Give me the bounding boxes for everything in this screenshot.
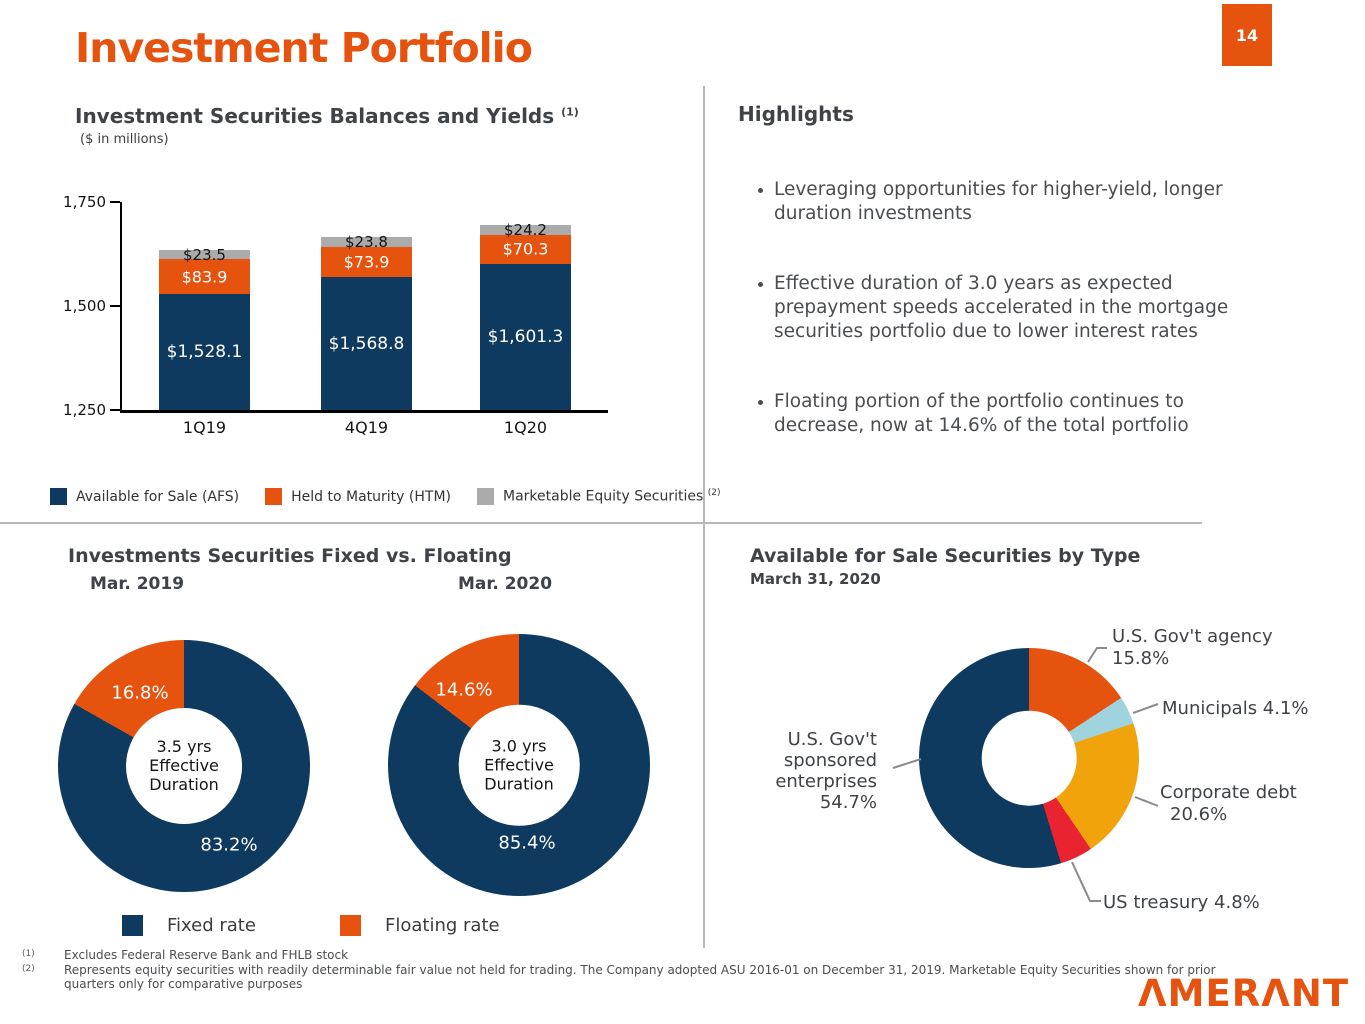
legend-item-htm	[265, 488, 451, 505]
highlight-bullet: • Leveraging opportunities for higher-yield, longer duration investments	[774, 178, 1258, 226]
segment-afs	[480, 264, 571, 410]
pie-label-corporate-debt	[1160, 782, 1297, 826]
donut-2020-floating-pct: 14.6%	[435, 679, 493, 701]
pie-label-sponsored-enterprises	[755, 729, 877, 813]
footnotes	[22, 948, 1247, 992]
bar-chart-subtitle: ($ in millions)	[80, 132, 169, 147]
bar-chart-title-superscript: (1)	[561, 105, 579, 119]
y-axis-tick-label: 1,500	[63, 297, 106, 315]
mes-legend-label-text: Marketable Equity Securities	[503, 488, 704, 505]
y-axis-tick-label: 1,750	[63, 193, 106, 211]
bar-value-label: $23.5	[183, 245, 226, 264]
segment-mes	[159, 245, 250, 264]
label-line: enterprises	[775, 771, 877, 792]
afs-legend-swatch	[50, 488, 67, 505]
footnote-text: Represents equity securities with readily determinable fair value not held for trading. The Company adopted ASU 2016-01 on December 31, 2019. Marketable Equity Securities shown for prior quarters only for comparative purposes	[64, 962, 1216, 991]
highlight-bullet: • Effective duration of 3.0 years as expected prepayment speeds accelerated in the mortgage securities portfolio due to lower interest rates	[774, 272, 1258, 344]
bar-chart-title	[75, 104, 579, 128]
floating-rate-legend-label: Floating rate	[385, 915, 500, 936]
afs-by-type-title: Available for Sale Securities by Type	[750, 545, 1141, 567]
bar-value-label: $1,568.8	[328, 333, 405, 354]
donut-2019-floating-pct: 16.8%	[111, 682, 169, 704]
donut-2020-label: Mar. 2020	[458, 574, 553, 594]
x-axis-label: 1Q19	[182, 418, 227, 437]
y-axis-tick-label: 1,250	[63, 401, 106, 419]
bar-value-label: $1,528.1	[166, 342, 243, 363]
bar-column-1Q19	[159, 245, 250, 410]
label-line: 54.7%	[819, 792, 877, 813]
segment-mes	[480, 220, 571, 239]
floating-rate-legend-swatch	[340, 915, 361, 936]
htm-legend-label: Held to Maturity (HTM)	[291, 488, 451, 505]
bar-chart-title-text: Investment Securities Balances and Yields	[75, 104, 555, 128]
label-line: Effective	[484, 755, 554, 775]
footnote-text: Excludes Federal Reserve Bank and FHLB stock	[64, 948, 349, 962]
horizontal-divider	[0, 522, 1202, 524]
afs-legend-label: Available for Sale (AFS)	[76, 488, 240, 505]
segment-htm	[480, 235, 571, 264]
donut-2020-center	[459, 705, 580, 826]
bar-value-label: $83.9	[181, 267, 228, 287]
label-line: 3.0 yrs	[491, 736, 547, 756]
bar-value-label: $23.8	[345, 232, 388, 251]
label-line: 15.8%	[1112, 648, 1170, 669]
footnote-marker: (2)	[22, 963, 35, 974]
bar-chart-plot	[63, 193, 608, 437]
highlights-section	[738, 102, 1258, 484]
label-line: Effective	[149, 756, 219, 776]
label-line: Municipals 4.1%	[1162, 698, 1309, 719]
label-line: sponsored	[783, 750, 877, 771]
label-line: Corporate debt	[1160, 782, 1297, 803]
page-title: Investment Portfolio	[75, 24, 532, 72]
segment-mes	[321, 232, 412, 251]
highlights-list	[738, 178, 1258, 438]
fixed-vs-floating-title: Investments Securities Fixed vs. Floating	[68, 545, 512, 567]
mes-legend-swatch	[477, 488, 494, 505]
pie-label-us-treasury	[1103, 892, 1260, 914]
label-line: Duration	[484, 774, 554, 794]
pie-label-municipals	[1162, 698, 1309, 720]
segment-afs	[159, 294, 250, 410]
label-line: Duration	[149, 775, 219, 795]
amerant-logo: ΛMERΛNT	[1138, 972, 1350, 1015]
label-line: 20.6%	[1170, 804, 1228, 825]
footnote-marker: (1)	[22, 949, 35, 959]
bar-value-label: $24.2	[504, 220, 547, 239]
y-axis-tick-mark	[110, 201, 120, 203]
mes-legend-superscript: (2)	[707, 488, 721, 499]
x-axis-label: 4Q19	[344, 418, 389, 437]
bar-value-label: $73.9	[343, 252, 390, 272]
fixed-rate-legend-label: Fixed rate	[167, 915, 256, 936]
y-axis-tick-mark	[110, 409, 120, 411]
donut-2019-label: Mar. 2019	[90, 574, 185, 594]
legend-item-floating-rate	[340, 915, 500, 936]
label-line: U.S. Gov't	[787, 729, 877, 750]
fixed-rate-legend-swatch	[122, 915, 143, 936]
segment-htm	[321, 247, 412, 278]
y-axis-tick-mark	[110, 305, 120, 307]
label-line: 3.5 yrs	[156, 737, 212, 757]
page-number-badge: 14	[1222, 4, 1272, 66]
segment-afs	[321, 277, 412, 410]
bar-value-label: $1,601.3	[487, 326, 564, 347]
donut-2020-fixed-pct: 85.4%	[498, 832, 556, 854]
donut-2019-fixed-pct: 83.2%	[200, 834, 258, 856]
donut-chart-mar-2020	[388, 634, 650, 896]
legend-item-afs	[50, 488, 239, 505]
bar-column-1Q20	[480, 220, 571, 410]
donut-chart-mar-2019	[58, 640, 310, 892]
pie-label-govt-agency	[1112, 626, 1273, 670]
footnote-row	[22, 963, 1247, 992]
x-axis-label: 1Q20	[503, 418, 548, 437]
mes-legend-label	[503, 488, 720, 505]
bar-column-4Q19	[321, 232, 412, 410]
footnote-row	[22, 948, 1247, 963]
segment-htm	[159, 259, 250, 294]
htm-legend-swatch	[265, 488, 282, 505]
legend-item-mes	[477, 488, 720, 505]
vertical-divider	[703, 86, 705, 948]
label-line: US treasury 4.8%	[1103, 892, 1260, 913]
bar-value-label: $70.3	[502, 239, 549, 259]
afs-by-type-subtitle: March 31, 2020	[750, 570, 881, 588]
legend-item-fixed-rate	[122, 915, 256, 936]
donut-2019-center	[126, 708, 242, 824]
bar-chart-legend	[50, 488, 720, 505]
highlight-bullet: • Floating portion of the portfolio continues to decrease, now at 14.6% of the total portfolio	[774, 390, 1258, 438]
label-line: U.S. Gov't agency	[1112, 626, 1273, 647]
highlights-title: Highlights	[738, 102, 854, 126]
